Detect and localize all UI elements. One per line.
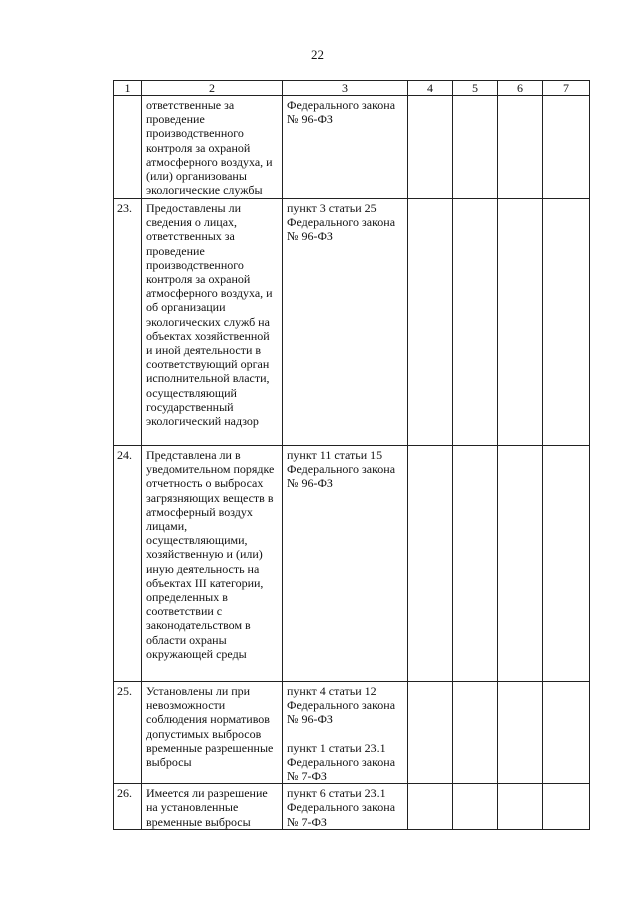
column-header: 2: [142, 81, 283, 96]
column-header: 6: [498, 81, 543, 96]
header-row: [114, 81, 590, 96]
empty-cell: [543, 96, 590, 199]
reference-cell: [283, 96, 408, 199]
reference-cell: [283, 199, 408, 446]
empty-cell: [498, 784, 543, 830]
column-header: 7: [543, 81, 590, 96]
empty-cell: [498, 199, 543, 446]
empty-cell: [453, 96, 498, 199]
table-row: [114, 199, 590, 446]
empty-cell: [498, 446, 543, 682]
table-row: [114, 96, 590, 199]
empty-cell: [543, 784, 590, 830]
reference-text: пункт 3 статьи 25 Федерального закона № 96-ФЗ: [287, 201, 396, 244]
empty-cell: [408, 784, 453, 830]
reference-cell: [283, 446, 408, 682]
reference-text: пункт 1 статьи 23.1 Федерального закона № 7-ФЗ: [287, 740, 396, 784]
page-number: 22: [311, 47, 324, 62]
empty-cell: [408, 446, 453, 682]
checklist-table: [113, 80, 590, 830]
empty-cell: [543, 199, 590, 446]
empty-cell: [453, 784, 498, 830]
question-cell: Предоставлены ли сведения о лицах, ответственных за проведение производственного контроля за охраной атмосферного воздуха, и об организации экологических служб на объектах хозяйственной и иной деятельности в соответствующий орган исполнительной власти, осуществляющий государственный экологический надзор: [142, 199, 283, 446]
column-header: 5: [453, 81, 498, 96]
empty-cell: [498, 682, 543, 784]
question-cell: Представлена ли в уведомительном порядке отчетность о выбросах загрязняющих веществ в атмосферный воздух лицами, осуществляющими, хозяйственную и (или) иную деятельность на объектах III категории, определенных в соответствии с законодательством в области охраны окружающей среды: [142, 446, 283, 682]
column-header: 1: [114, 81, 142, 96]
reference-text: пункт 4 статьи 12 Федерального закона № 96-ФЗ: [287, 684, 396, 727]
reference-text: пункт 6 статьи 23.1 Федерального закона № 7-ФЗ: [287, 786, 396, 829]
row-number: 24.: [114, 446, 142, 682]
table-row: [114, 784, 590, 830]
empty-cell: [453, 446, 498, 682]
empty-cell: [453, 199, 498, 446]
row-number: 25.: [114, 682, 142, 784]
row-number: 26.: [114, 784, 142, 830]
reference-cell: [283, 682, 408, 784]
reference-text: Федерального закона № 96-ФЗ: [287, 98, 396, 127]
question-cell: Установлены ли при невозможности соблюдения нормативов допустимых выбросов временные разрешенные выбросы: [142, 682, 283, 784]
reference-text: пункт 11 статьи 15 Федерального закона № 96-ФЗ: [287, 448, 396, 491]
table-row: [114, 446, 590, 682]
table-row: [114, 682, 590, 784]
row-number: [114, 96, 142, 199]
question-cell: Имеется ли разрешение на установленные временные выбросы: [142, 784, 283, 830]
empty-cell: [408, 682, 453, 784]
empty-cell: [453, 682, 498, 784]
question-cell: ответственные за проведение производственного контроля за охраной атмосферного воздуха, и (или) организованы экологические службы: [142, 96, 283, 199]
column-header: 3: [283, 81, 408, 96]
row-number: 23.: [114, 199, 142, 446]
empty-cell: [543, 446, 590, 682]
reference-spacer: [287, 727, 404, 741]
empty-cell: [543, 682, 590, 784]
reference-cell: [283, 784, 408, 830]
column-header: 4: [408, 81, 453, 96]
empty-cell: [408, 199, 453, 446]
empty-cell: [408, 96, 453, 199]
empty-cell: [498, 96, 543, 199]
